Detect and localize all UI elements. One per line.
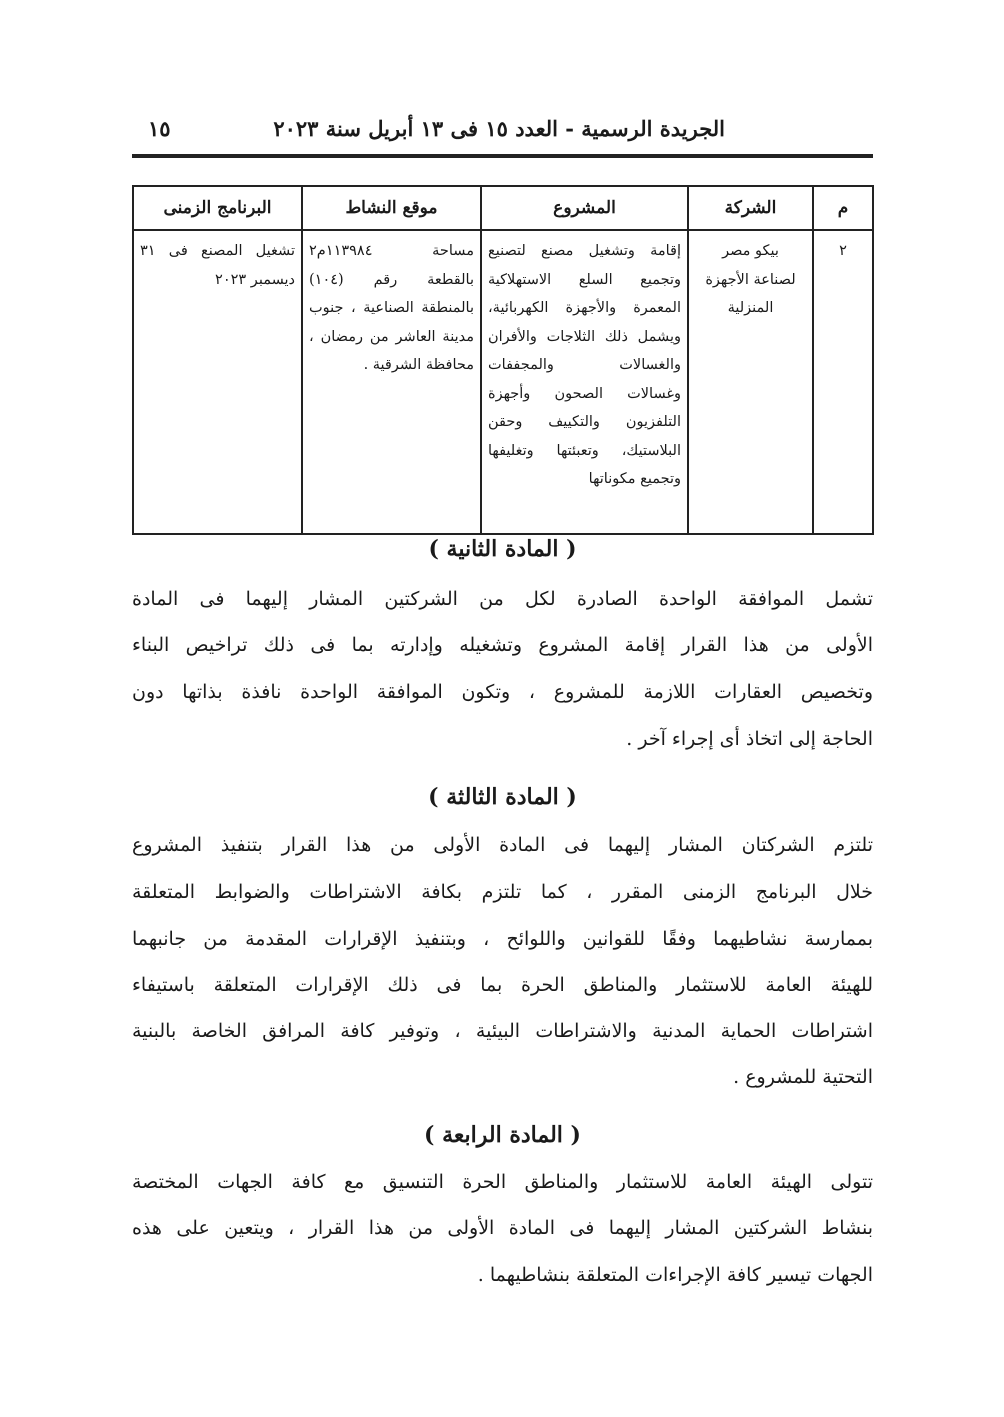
table-row — [133, 230, 873, 534]
company-line: المنزلية — [727, 300, 774, 316]
project-line: وغسالات الصحون وأجهزة — [488, 385, 681, 402]
schedule-line: تشغيل المصنع فى ٣١ — [140, 243, 295, 259]
table-header-row — [133, 186, 873, 230]
location-line: مدينة العاشر من رمضان ، — [309, 328, 474, 345]
location-line: بالقطعة رقم (١٠٤) — [309, 271, 474, 288]
article-2-line: الحاجة إلى اتخاذ أى إجراء آخر . — [626, 728, 873, 750]
col-project: المشروع — [481, 186, 688, 230]
location-line: محافظة الشرقية . — [363, 357, 474, 373]
col-num: م — [813, 186, 873, 230]
page-header — [132, 112, 873, 148]
project-line: ويشمل ذلك الثلاجات والأفران — [488, 328, 681, 345]
article-4-line: تتولى الهيئة العامة للاستثمار والمناطق الحرة التنسيق مع كافة الجهات المختصة — [132, 1171, 873, 1193]
project-line: المعمرة والأجهزة الكهربائية، — [488, 300, 681, 316]
project-line: التلفزيون والتكييف وحقن — [488, 414, 681, 430]
article-3-title: ( المادة الثالثة ) — [428, 784, 577, 810]
header-title: الجريدة الرسمية - العدد ١٥ فى ١٣ أبريل سنة ٢٠٢٣ — [273, 116, 725, 141]
article-3-line: التحتية للمشروع . — [733, 1066, 873, 1088]
project-line: وتجميع السلع الاستهلاكية — [488, 271, 681, 288]
article-2-line: وتخصيص العقارات اللازمة للمشروع ، وتكون الموافقة الواحدة نافذة بذاتها دون — [132, 681, 873, 703]
article-3-line: تلتزم الشركتان المشار إليهما فى المادة الأولى من هذا القرار بتنفيذ المشروع — [132, 834, 873, 856]
article-4-title: ( المادة الرابعة ) — [424, 1122, 581, 1148]
article-2-line: الأولى من هذا القرار إقامة المشروع وتشغيله وإدارته بما فى ذلك تراخيص البناء — [132, 634, 873, 656]
col-location: موقع النشاط — [302, 186, 481, 230]
col-company: الشركة — [688, 186, 813, 230]
page-number: ١٥ — [148, 116, 171, 141]
project-line: البلاستيك، وتعبئتها وتغليفها — [488, 442, 681, 459]
row-project — [481, 230, 688, 534]
row-company — [688, 230, 813, 534]
row-location — [302, 230, 481, 534]
location-line: بالمنطقة الصناعية ، جنوب — [309, 300, 474, 316]
col-schedule: البرنامج الزمنى — [133, 186, 302, 230]
row-schedule — [133, 230, 302, 534]
project-line: إقامة وتشغيل مصنع لتصنيع — [488, 243, 681, 259]
location-line: مساحة ١١٣٩٨٤م٢ — [309, 243, 474, 259]
article-4-line: بنشاط الشركتين المشار إليهما فى المادة الأولى من هذا القرار ، ويتعين على هذه — [132, 1217, 873, 1239]
header-rule — [132, 154, 873, 158]
company-line: لصناعة الأجهزة — [705, 271, 796, 288]
article-3-line: خلال البرنامج الزمنى المقرر ، كما تلتزم بكافة الاشتراطات والضوابط المتعلقة — [132, 881, 873, 903]
article-2-line: تشمل الموافقة الواحدة الصادرة لكل من الشركتين المشار إليهما فى المادة — [132, 588, 873, 610]
article-3-line: للهيئة العامة للاستثمار والمناطق الحرة بما فى ذلك الإقرارات المتعلقة باستيفاء — [132, 974, 873, 996]
project-line: وتجميع مكوناتها — [588, 471, 681, 487]
company-line: بيكو مصر — [722, 243, 779, 259]
row-num: ٢ — [813, 230, 873, 534]
article-2-title: ( المادة الثانية ) — [428, 536, 577, 562]
article-4-line: الجهات تيسير كافة الإجراءات المتعلقة بنشاطيهما . — [477, 1264, 873, 1286]
projects-table — [132, 185, 874, 535]
article-3-line: بممارسة نشاطيهما وفقًا للقوانين واللوائح ، وبتنفيذ الإقرارات المقدمة من جانبهما — [132, 928, 873, 950]
project-line: والغسالات والمجففات — [488, 357, 681, 373]
article-3-line: اشتراطات الحماية المدنية والاشتراطات البيئية ، وتوفير كافة المرافق الخاصة بالبنية — [132, 1020, 873, 1042]
schedule-line: ديسمبر ٢٠٢٣ — [215, 271, 295, 288]
